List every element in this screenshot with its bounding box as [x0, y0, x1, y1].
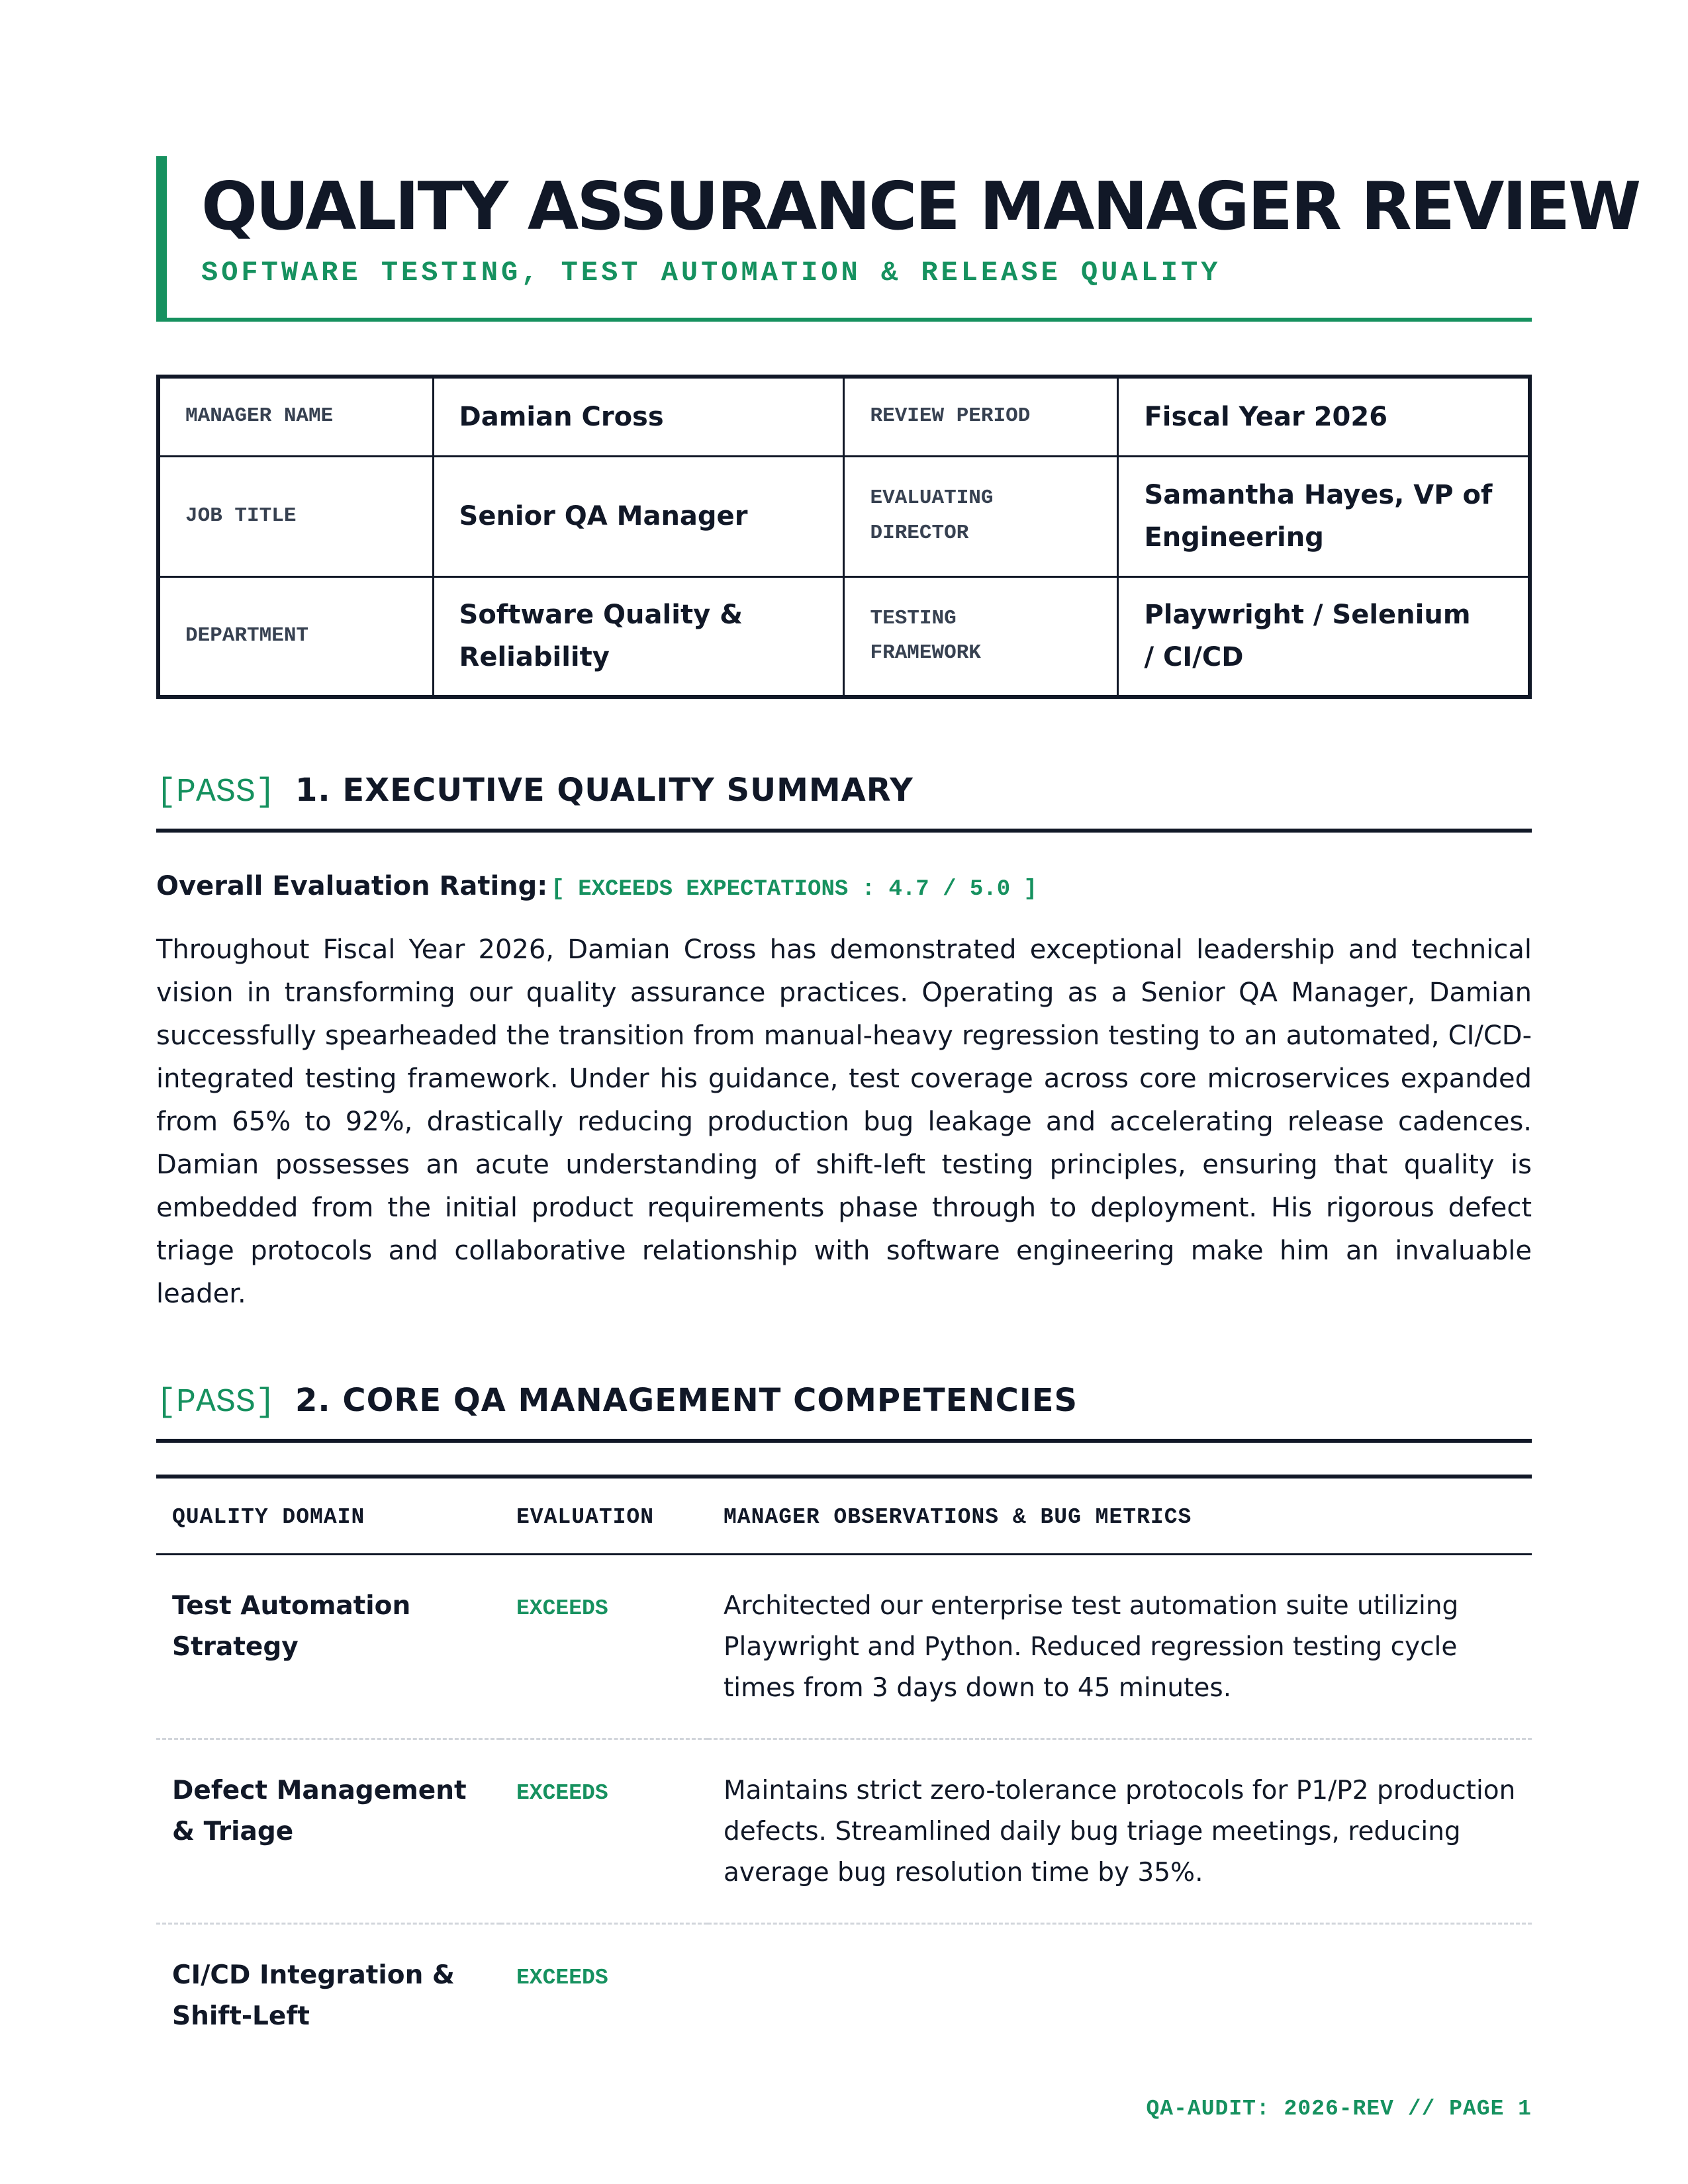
- table-row: [156, 1924, 1532, 2067]
- evaluating-director-value: Samantha Hayes, VP of Engineering: [1144, 480, 1493, 553]
- evaluating-director-label: EVALUATING DIRECTOR: [870, 486, 994, 545]
- testing-framework-cell: [1118, 576, 1530, 697]
- review-period-value: Fiscal Year 2026: [1144, 401, 1388, 432]
- testing-framework-label-cell: [844, 576, 1118, 697]
- rating-label: Overall Evaluation Rating:: [156, 871, 548, 901]
- rating-value: [ EXCEEDS EXPECTATIONS : 4.7 / 5.0 ]: [551, 877, 1037, 902]
- document-title: QUALITY ASSURANCE MANAGER REVIEW: [201, 167, 1640, 245]
- job-title-label-cell: [158, 456, 433, 576]
- column-header: MANAGER OBSERVATIONS & BUG METRICS: [708, 1477, 1532, 1555]
- summary-paragraph: Throughout Fiscal Year 2026, Damian Cross has demonstrated exceptional leadership and technical vision in transforming our quality assurance practices. Operating as a Senior QA Manager, Damian successfully spearheaded the transition from manual-heavy regression testing to an automated, CI/CD-integrated testing framework. Under his guidance, test coverage across core microservices expanded from 65% to 92%, drastically reducing production bug leakage and accelerating release cadences. Damian possesses an acute understanding of shift-left testing principles, ensuring that quality is embedded from the initial product requirements phase through to deployment. His rigorous defect triage protocols and collaborative relationship with software engineering make him an invaluable leader.: [156, 934, 1532, 1309]
- pass-tag: [PASS]: [156, 1384, 276, 1422]
- manager-info-table: [156, 375, 1532, 699]
- manager-name-cell: [433, 377, 844, 456]
- pass-tag: [PASS]: [156, 774, 276, 811]
- review-period-label: REVIEW PERIOD: [870, 404, 1031, 428]
- manager-name-label-cell: [158, 377, 433, 456]
- evaluation: EXCEEDS: [516, 1966, 608, 1990]
- manager-name-value: Damian Cross: [459, 401, 664, 432]
- table-header-row: [156, 1477, 1532, 1555]
- overall-rating: [156, 871, 1532, 902]
- department-cell: [433, 576, 844, 697]
- column-header: EVALUATION: [500, 1477, 708, 1555]
- review-period-label-cell: [844, 377, 1118, 456]
- observation: [708, 1924, 1532, 2067]
- manager-name-label: MANAGER NAME: [185, 404, 334, 428]
- evaluation: EXCEEDS: [500, 1555, 708, 1739]
- info-row: [158, 377, 1530, 456]
- column-header: QUALITY DOMAIN: [156, 1477, 500, 1555]
- competencies-table: [156, 1475, 1532, 2066]
- evaluation: EXCEEDS: [500, 1739, 708, 1924]
- table-row: [156, 1739, 1532, 1924]
- table-row: [156, 1555, 1532, 1739]
- competencies-section: [156, 1382, 1532, 2066]
- page-footer: QA-AUDIT: 2026-REV // PAGE 1: [1146, 2097, 1532, 2121]
- quality-domain: Test Automation Strategy: [156, 1555, 500, 1739]
- department-label-cell: [158, 576, 433, 697]
- section-heading: [156, 772, 1532, 833]
- quality-domain: CI/CD Integration & Shift-Left: [172, 1960, 455, 2031]
- observation: Maintains strict zero-tolerance protocols for P1/P2 production defects. Streamlined daily bug triage meetings, reducing average bug resolution time by 35%.: [708, 1739, 1532, 1924]
- department-label: DEPARTMENT: [185, 623, 309, 647]
- info-row: [158, 576, 1530, 697]
- job-title-label: JOB TITLE: [185, 504, 297, 527]
- section-title: 1. EXECUTIVE QUALITY SUMMARY: [295, 772, 914, 809]
- info-row: [158, 456, 1530, 576]
- review-period-cell: [1118, 377, 1530, 456]
- department-value: Software Quality & Reliability: [459, 600, 743, 673]
- job-title-cell: [433, 456, 844, 576]
- document-subtitle: SOFTWARE TESTING, TEST AUTOMATION & RELEASE QUALITY: [201, 257, 1221, 289]
- job-title-value: Senior QA Manager: [459, 501, 748, 531]
- section-heading: [156, 1382, 1532, 1443]
- section-title: 2. CORE QA MANAGEMENT COMPETENCIES: [295, 1382, 1078, 1419]
- document-header: [156, 156, 1640, 322]
- testing-framework-label: TESTING FRAMEWORK: [870, 606, 981, 665]
- executive-summary-section: [156, 772, 1532, 1316]
- evaluating-director-cell: [1118, 456, 1530, 576]
- evaluating-director-label-cell: [844, 456, 1118, 576]
- quality-domain: Defect Management & Triage: [156, 1739, 500, 1924]
- observation: Architected our enterprise test automation suite utilizing Playwright and Python. Reduced regression testing cycle times from 3 days down to 45 minutes.: [708, 1555, 1532, 1739]
- testing-framework-value: Playwright / Selenium / CI/CD: [1144, 600, 1471, 673]
